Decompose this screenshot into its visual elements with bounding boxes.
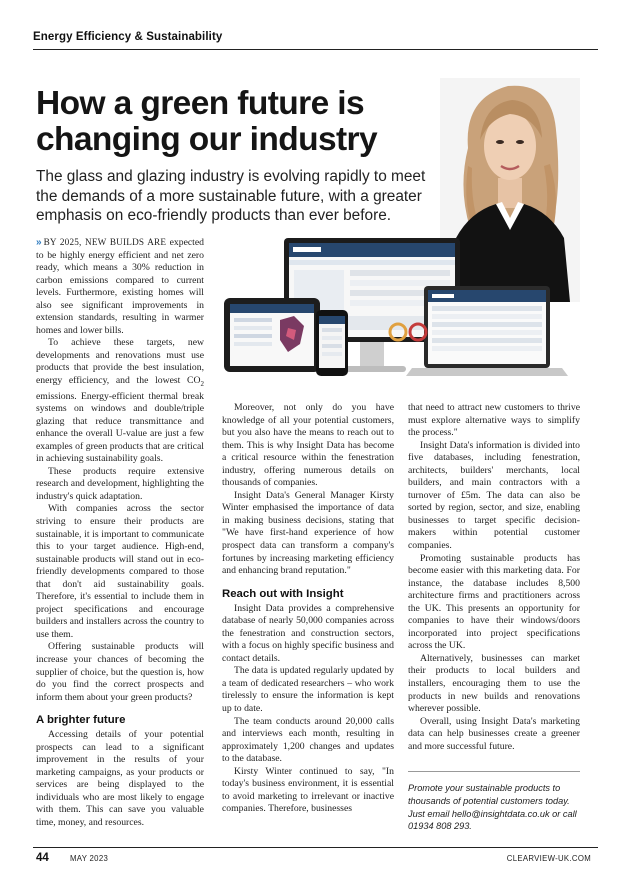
headline-line-1: How a green future is	[36, 85, 365, 122]
paragraph: Insight Data's General Manager Kirsty Winter emphasised the importance of data in making business decisions, stating that "We have first-hand experience of how prospect data can transform a company's fortunes by increasing marketing efficiency and enhancing brand reputation."	[222, 489, 394, 577]
promo-callout: Promote your sustainable products to thousands of potential customers today. Just email hello@insightdata.co.uk or call 01934 808 293.	[408, 783, 577, 832]
footer-divider	[33, 847, 598, 848]
paragraph: The team conducts around 20,000 calls and interviews each month, resulting in approximately 1,200 changes and updates to the database.	[222, 715, 394, 765]
page-number: 44	[36, 852, 49, 864]
paragraph: Kirsty Winter continued to say, "In today's business environment, it is essential to avoid marketing to irrelevant or inactive companies. Therefore, businesses	[222, 765, 394, 815]
paragraph: Accessing details of your potential prospects can lead to a significant improvement in the results of your marketing campaigns, as your products or services are being displayed to the individuals who are most likely to engage with them. This can save you valuable time, money, and resources.	[36, 729, 204, 828]
promo-divider	[408, 771, 580, 772]
subheading: Reach out with Insight	[222, 587, 344, 600]
article-column-3	[408, 402, 580, 833]
paragraph-text: emissions. Energy-efficient thermal break systems on windows and double/triple glazing that reduce transmittance and enhance the overall U-value are just a few examples of green products that are critical in achieving sustainability goals.	[36, 390, 204, 465]
article-column-1	[36, 236, 204, 830]
section-header	[33, 31, 598, 43]
devices-mockup	[222, 236, 588, 394]
article-headline	[36, 86, 436, 158]
monitor-laptop-tablet-phone-mockup-icon	[222, 236, 588, 394]
paragraph: The data is updated regularly updated by a team of dedicated researchers – who work tirelessly to ensure the information is kept up to date.	[222, 665, 394, 715]
chevron-icon: »	[36, 237, 41, 248]
subscript: 2	[200, 379, 204, 388]
article-standfirst: The glass and glazing industry is evolving rapidly to meet the demands of a more sustainable future, with a greater emphasis on eco-friendly products than ever before.	[36, 168, 426, 224]
paragraph: Offering sustainable products will increase your chances of becoming the supplier of choice, but the question is, how do you find the correct prospects and inform them about your green products?	[36, 641, 204, 703]
paragraph: With companies across the sector striving to ensure their products are sustainable, it is important to communicate this to your target audience. High-end, sustainable products will stand out in eco-friendly developments compared to those that don't aid sustainability goals. Therefore, it's essential to include them in project specifications and encourage builders and installers across the country to use them.	[36, 503, 204, 640]
paragraph: Insight Data's information is divided into five databases, including fenestration, architects, builders' merchants, local builders, and main contractors with a turnover of £5m. The data can also be sorted by region, sector, and size, enabling businesses to target specific decision-makers within potential customer companies.	[408, 439, 580, 552]
paragraph: that need to attract new customers to thrive must explore alternative ways to simplify the process."	[408, 402, 580, 439]
issue-date: MAY 2023	[70, 854, 109, 863]
paragraph: Alternatively, businesses can market their products to local builders and installers, encouraging them to use the products in new builds and renovations wherever possible.	[408, 652, 580, 715]
paragraph: These products require extensive research and development, highlighting the industry's quick adaptation.	[36, 465, 204, 502]
paragraph: Promoting sustainable products has become easier with this marketing data. For instance, the database includes 8,500 architecture firms and practitioners across the UK. This presents an opportunity for companies to have their windows/doors incorporated into project specifications across the UK.	[408, 552, 580, 652]
paragraph: Insight Data provides a comprehensive database of nearly 50,000 companies across the fenestration and construction sectors, with a focus on highly specific business and contact details.	[222, 602, 394, 664]
article-column-2	[222, 402, 394, 816]
paragraph: Moreover, not only do you have knowledge of all your potential customers, but you also have the means to reach out to them. This is why Insight Data has become a critical resource within the fenestration industry, offering numerous details on thousands of companies.	[222, 402, 394, 489]
lead-in-caps: BY 2025, NEW BUILDS ARE	[43, 237, 167, 247]
site-url: CLEARVIEW-UK.COM	[506, 854, 591, 863]
section-divider	[33, 49, 598, 50]
section-title: Energy Efficiency & Sustainability	[33, 31, 223, 43]
headline-line-2: changing our industry	[36, 121, 378, 158]
subheading: A brighter future	[36, 714, 126, 727]
paragraph	[36, 236, 204, 337]
paragraph-text: To achieve these targets, new developments and renovations must use products that provide the best insulation, energy efficiency, and the lowest CO	[36, 337, 204, 387]
paragraph: Overall, using Insight Data's marketing data can help businesses create a greener and more successful future.	[408, 715, 580, 752]
paragraph	[36, 337, 204, 465]
paragraph-text: expected to be highly energy efficient and net zero ready, which means a 30% reduction in carbon emissions compared to current levels. Furthermore, existing homes will also see significant improvements in extension standards, resulting in warmer homes and lower bills.	[36, 237, 204, 336]
